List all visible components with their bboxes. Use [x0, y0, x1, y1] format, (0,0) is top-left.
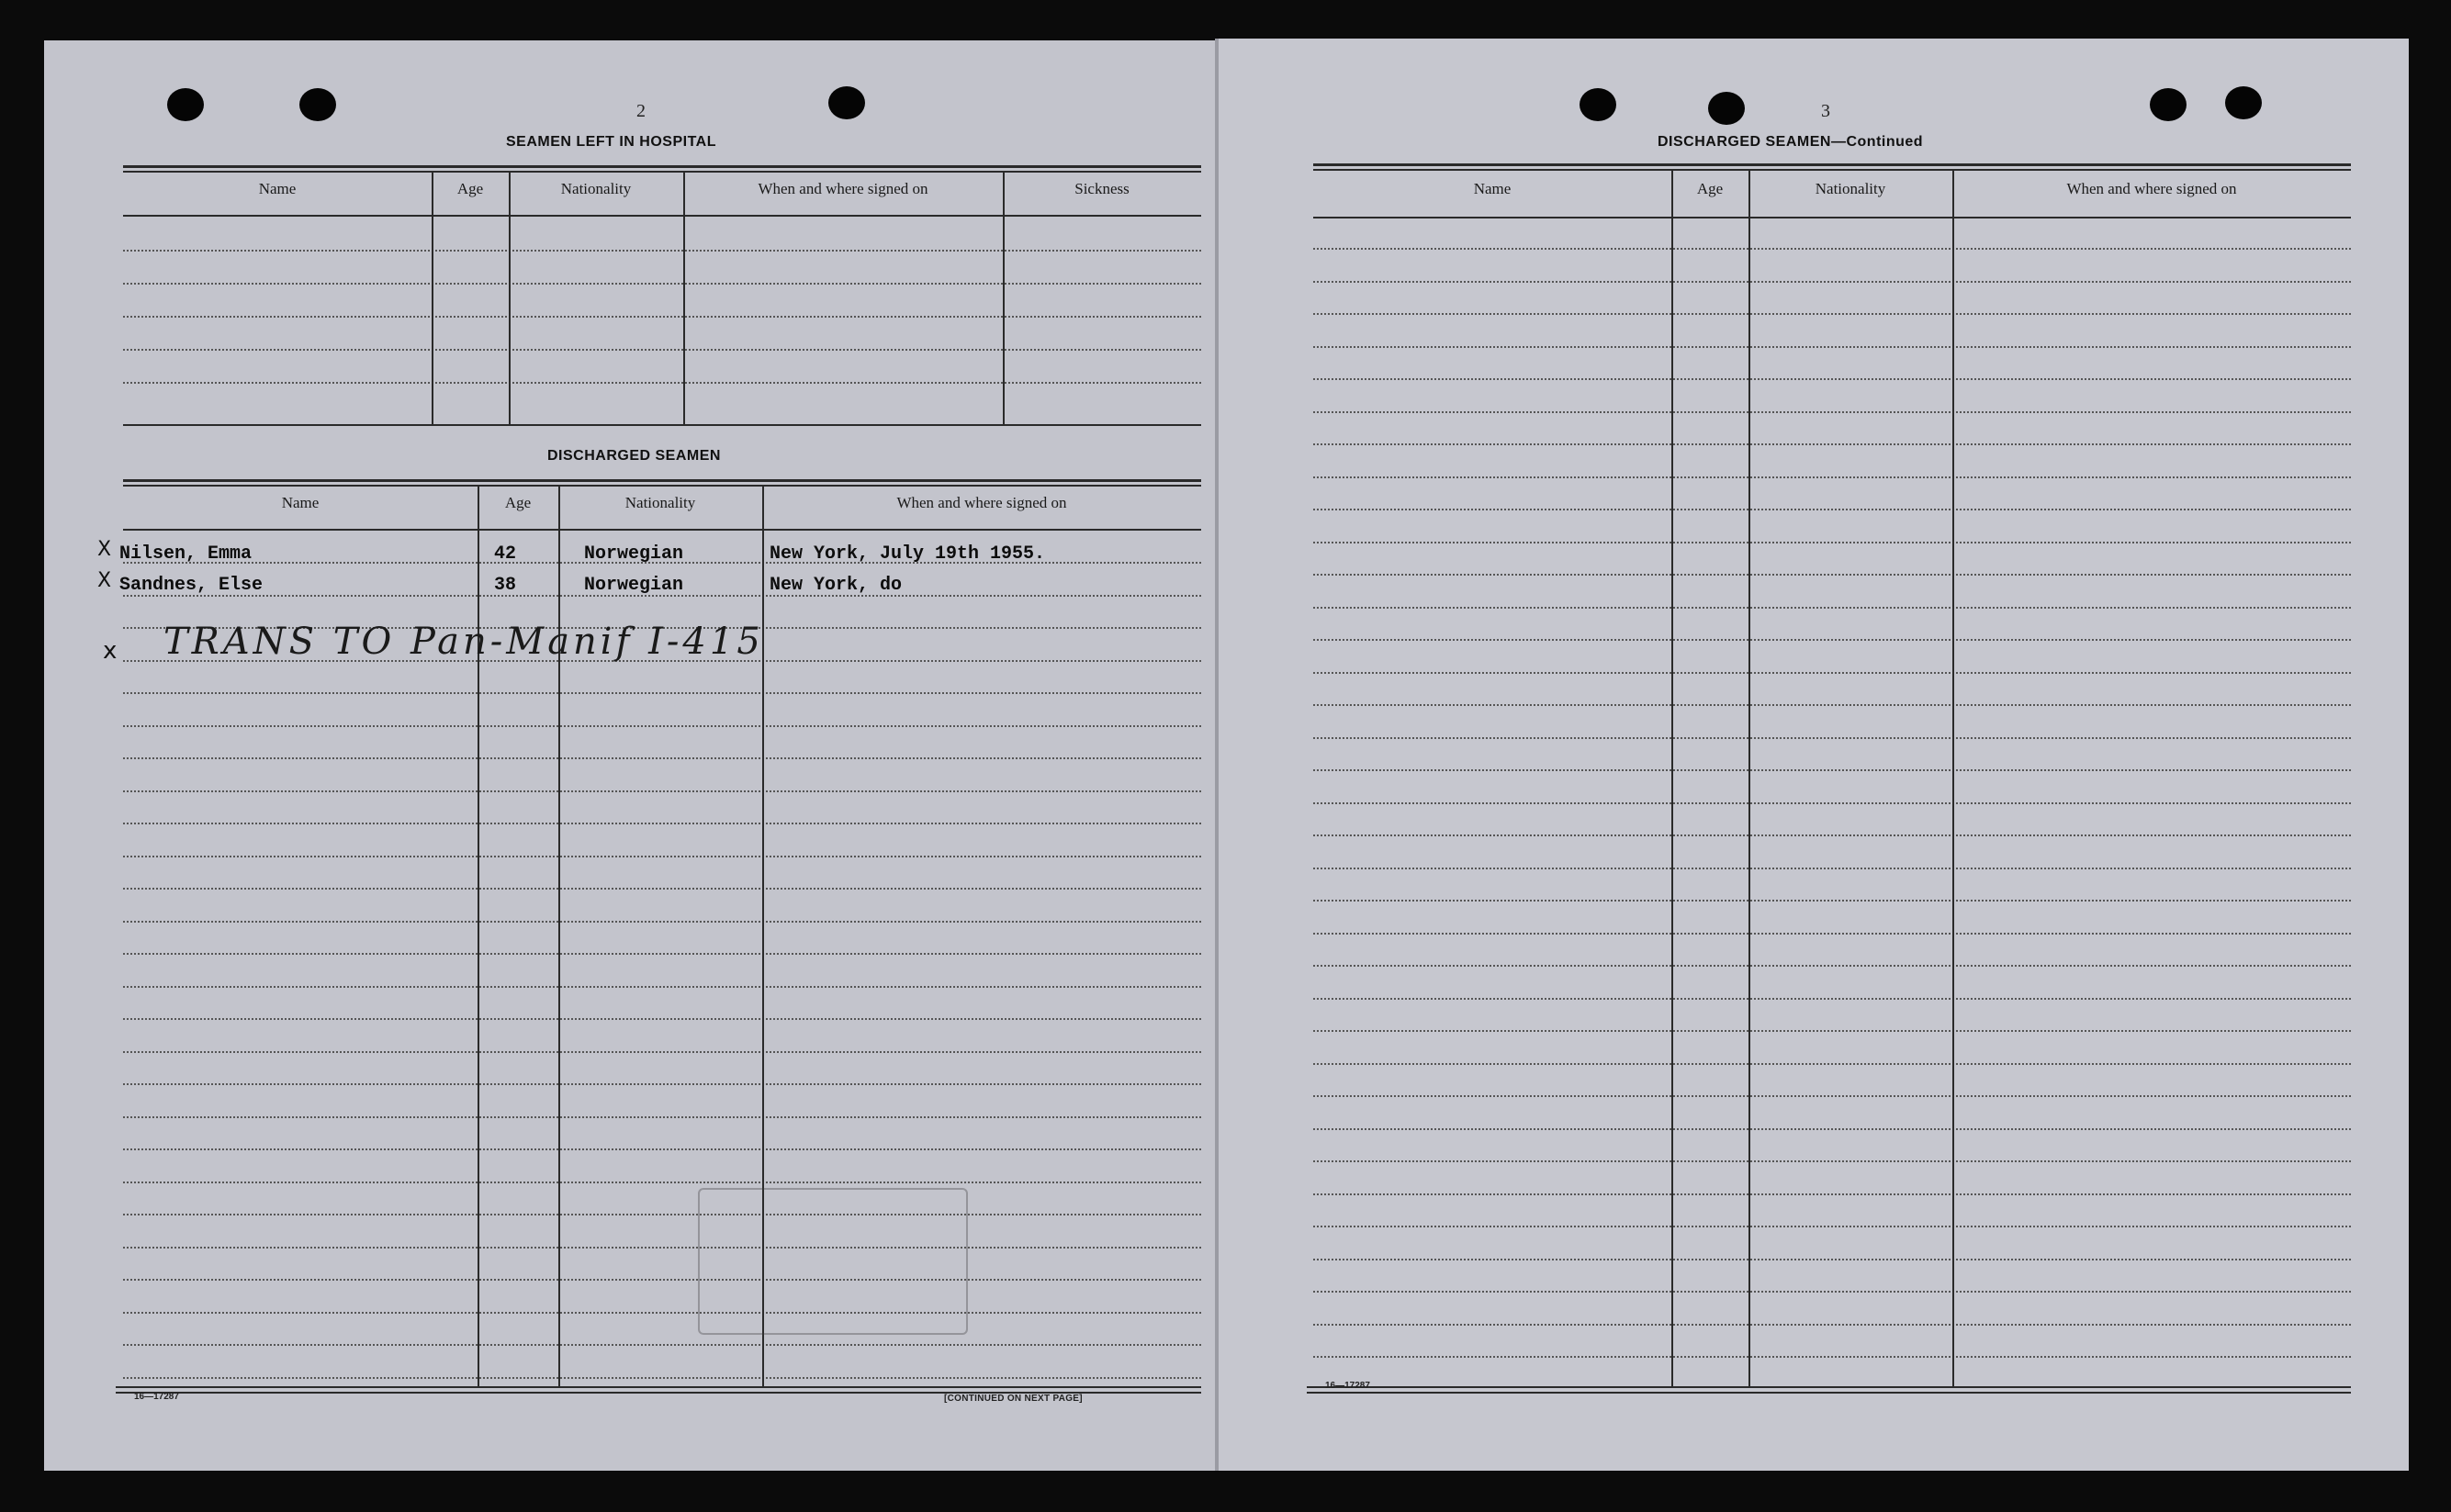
binding-edge [1215, 39, 1219, 1471]
ruled-line [123, 725, 1201, 727]
seaman-age: 38 [494, 575, 517, 596]
punch-hole [299, 88, 336, 121]
row-mark: X [97, 538, 112, 561]
ruled-line [1313, 313, 2351, 315]
col-age: Age [1696, 180, 1724, 197]
ruled-line [123, 1018, 1201, 1020]
ruled-line [1313, 248, 2351, 250]
form-number: 16—17287 [1325, 1381, 1370, 1391]
ruled-line [123, 790, 1201, 792]
ruled-line [1313, 1259, 2351, 1260]
seaman-signed-on: New York, July 19th 1955. [770, 543, 1046, 565]
ruled-line [1313, 1063, 2351, 1065]
ruled-line [1313, 672, 2351, 674]
section-title: DISCHARGED SEAMEN [1658, 134, 1831, 150]
ruled-line [1313, 1193, 2351, 1195]
ruled-line [123, 1148, 1201, 1150]
ruled-line [1313, 639, 2351, 641]
col-name: Name [258, 180, 297, 197]
col-age: Age [504, 494, 532, 511]
ruled-line [1313, 542, 2351, 543]
seaman-age: 42 [494, 543, 517, 565]
discharged-continued-title [1658, 134, 1923, 151]
ruled-line [123, 1182, 1201, 1183]
ruled-line [123, 1116, 1201, 1118]
ruled-line [123, 692, 1201, 694]
ruled-line [1313, 769, 2351, 771]
faded-stamp [698, 1188, 968, 1335]
ruled-line [1313, 443, 2351, 445]
handwritten-mark: x [103, 637, 118, 665]
seaman-name: Sandnes, Else [119, 575, 264, 596]
col-signed-on: When and where signed on [896, 494, 1067, 511]
ruled-line [123, 1214, 1201, 1215]
col-name: Name [1473, 180, 1512, 197]
title-suffix: —Continued [1830, 134, 1924, 150]
punch-hole [2150, 88, 2187, 121]
ruled-line [1313, 737, 2351, 739]
ruled-line [123, 1051, 1201, 1053]
punch-hole [2225, 86, 2262, 119]
col-sickness: Sickness [1074, 180, 1130, 197]
ruled-line [123, 1083, 1201, 1085]
handwritten-note: TRANS TO Pan-Manif I-415 [163, 621, 764, 663]
page-number: 2 [636, 101, 646, 121]
right-page [1215, 39, 2409, 1471]
ruled-line [123, 1377, 1201, 1379]
ruled-line [1313, 476, 2351, 478]
ruled-line [1313, 998, 2351, 1000]
ruled-line [1313, 868, 2351, 869]
col-nationality: Nationality [560, 180, 632, 197]
ruled-line [1313, 1356, 2351, 1358]
ruled-line [123, 986, 1201, 988]
ruled-line [1313, 346, 2351, 348]
ruled-line [123, 1312, 1201, 1314]
ruled-line [1313, 574, 2351, 576]
ruled-line [1313, 1324, 2351, 1326]
seaman-name: Nilsen, Emma [119, 543, 253, 565]
ruled-line [123, 953, 1201, 955]
seaman-nationality: Norwegian [584, 543, 684, 565]
ruled-line [1313, 378, 2351, 380]
ruled-line [1313, 802, 2351, 804]
col-nationality: Nationality [1815, 180, 1886, 197]
ruled-line [1313, 704, 2351, 706]
ruled-line [123, 921, 1201, 923]
col-signed-on: When and where signed on [758, 180, 928, 197]
ruled-line [1313, 1226, 2351, 1227]
page-number: 3 [1821, 101, 1830, 121]
row-mark: X [97, 569, 112, 592]
ruled-line [123, 1279, 1201, 1281]
col-signed-on: When and where signed on [2066, 180, 2237, 197]
col-age: Age [456, 180, 484, 197]
left-page [44, 40, 1220, 1471]
ruled-line [123, 856, 1201, 857]
col-name: Name [281, 494, 320, 511]
ruled-line [1313, 1030, 2351, 1032]
ruled-line [1313, 1291, 2351, 1293]
ruled-line [1313, 900, 2351, 902]
ruled-line [1313, 965, 2351, 967]
ruled-line [1313, 509, 2351, 510]
ruled-line [1313, 607, 2351, 609]
ruled-line [123, 1344, 1201, 1346]
form-number: 16—17287 [134, 1392, 179, 1402]
ruled-line [123, 757, 1201, 759]
hospital-section-title: SEAMEN LEFT IN HOSPITAL [506, 134, 716, 150]
ruled-line [1313, 1160, 2351, 1162]
discharged-section-title: DISCHARGED SEAMEN [547, 448, 721, 464]
punch-hole [167, 88, 204, 121]
ruled-line [123, 1247, 1201, 1249]
continued-note: [CONTINUED ON NEXT PAGE] [944, 1394, 1083, 1404]
punch-hole [828, 86, 865, 119]
seaman-signed-on: New York, do [770, 575, 903, 596]
col-nationality: Nationality [624, 494, 696, 511]
ruled-line [123, 888, 1201, 890]
ruled-line [1313, 281, 2351, 283]
seaman-nationality: Norwegian [584, 575, 684, 596]
ruled-line [1313, 1128, 2351, 1130]
ruled-line [1313, 411, 2351, 413]
ruled-line [1313, 933, 2351, 935]
ruled-line [1313, 834, 2351, 836]
punch-hole [1580, 88, 1616, 121]
ruled-line [123, 823, 1201, 824]
ruled-line [1313, 1095, 2351, 1097]
punch-hole [1708, 92, 1745, 125]
